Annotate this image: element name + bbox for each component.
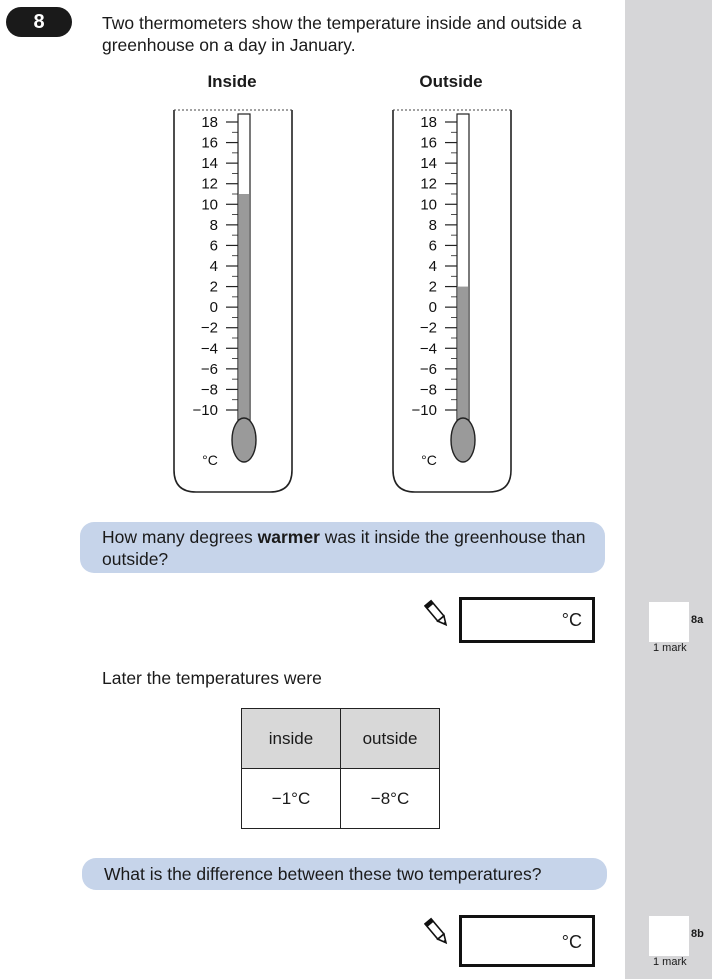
part-b-prompt-text: What is the difference between these two temperatures?: [104, 864, 542, 884]
tick-label: 10: [201, 196, 218, 214]
question-number: 8: [6, 7, 72, 37]
tick-label: 8: [209, 216, 218, 234]
part-a-mark-id: 8a: [691, 614, 704, 626]
tick-label: −8: [419, 381, 437, 399]
part-b-unit: °C: [561, 932, 582, 952]
inside-thermometer-title: Inside: [207, 72, 257, 91]
part-b-mark-label: 1 mark: [653, 956, 687, 968]
tick-label: −10: [411, 402, 437, 419]
tick-label: −6: [419, 360, 437, 378]
part-a-prompt-text: How many degrees: [102, 527, 258, 547]
thermometer-mercury: [458, 287, 468, 422]
table-cell-outside: −8°C: [341, 769, 440, 829]
table-header-outside: outside: [341, 709, 440, 769]
table-header-row: [242, 709, 440, 769]
part-a-unit: °C: [561, 610, 582, 630]
part-a-prompt: [80, 522, 605, 573]
tick-label: 2: [428, 278, 437, 296]
tick-label: 4: [209, 258, 218, 275]
part-b-mark-box: [649, 916, 689, 956]
part-a-prompt-bold: warmer: [257, 527, 320, 547]
table-header-inside: inside: [242, 709, 341, 769]
outside-thermometer-title: Outside: [419, 72, 483, 91]
part-a-prompt-text-end: was it inside the greenhouse than outside?: [102, 527, 586, 569]
tick-label: 10: [420, 196, 437, 214]
tick-label: 14: [420, 155, 437, 173]
thermometer-mercury: [239, 194, 249, 422]
tick-label: 6: [428, 237, 437, 255]
tick-label: 2: [209, 278, 218, 296]
thermometer-unit: °C: [421, 452, 437, 468]
question-intro: Two thermometers show the temperature inside and outside a greenhouse on a day in January.: [102, 13, 582, 55]
tick-label: −10: [192, 402, 218, 419]
thermometer-bulb: [232, 418, 256, 462]
part-a-mark-label: 1 mark: [653, 642, 687, 654]
outside-thermometer: [391, 100, 513, 496]
tick-label: −8: [200, 381, 218, 399]
table-row: [242, 769, 440, 829]
tick-label: 12: [420, 175, 437, 193]
tick-label: 14: [201, 155, 218, 173]
tick-label: 16: [420, 134, 437, 152]
tick-label: 8: [428, 216, 437, 234]
tick-label: −6: [200, 360, 218, 378]
pencil-icon: [424, 916, 450, 948]
tick-label: 16: [201, 134, 218, 152]
part-a-answer-box[interactable]: [459, 597, 595, 643]
tick-label: 18: [201, 114, 218, 131]
tick-label: 18: [420, 114, 437, 131]
later-text: Later the temperatures were: [102, 668, 322, 688]
tick-label: 4: [428, 258, 437, 275]
tick-label: 6: [209, 237, 218, 255]
thermometer-bulb: [451, 418, 475, 462]
tick-label: −4: [200, 340, 218, 358]
part-b-answer-box[interactable]: [459, 915, 595, 967]
tick-label: −2: [200, 319, 218, 337]
margin-strip: [625, 0, 712, 979]
temperatures-table: [241, 708, 440, 829]
tick-label: 0: [209, 299, 218, 317]
tick-label: −4: [419, 340, 437, 358]
pencil-icon: [424, 598, 450, 630]
thermometer-unit: °C: [202, 452, 218, 468]
tick-label: −2: [419, 319, 437, 337]
part-a-mark-box: [649, 602, 689, 642]
part-b-mark-id: 8b: [691, 928, 704, 940]
table-cell-inside: −1°C: [242, 769, 341, 829]
inside-thermometer: [172, 100, 294, 496]
tick-label: 0: [428, 299, 437, 317]
tick-label: 12: [201, 175, 218, 193]
part-b-prompt: [82, 858, 607, 890]
